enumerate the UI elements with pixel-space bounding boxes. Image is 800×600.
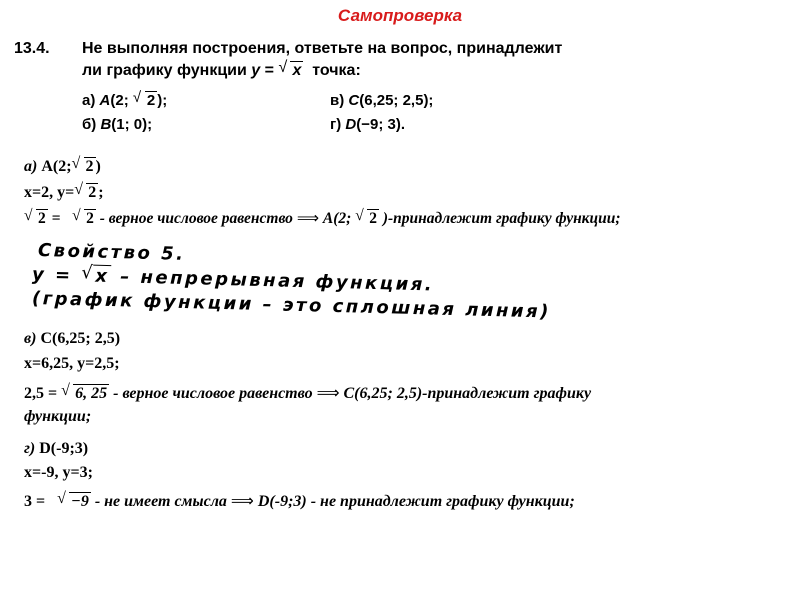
solution-c-line4 <box>24 408 91 426</box>
solution-c-sqrt <box>63 385 109 403</box>
solution-a-point: А(2; <box>41 158 72 175</box>
solution-c-line3-text: - верное числовое равенство <box>109 385 317 402</box>
option-c-coords: (6,25; 2,5); <box>359 92 434 109</box>
option-a-sqrt <box>135 92 157 109</box>
solution-c-line4-text: функции; <box>24 408 92 425</box>
solution-a-line2-end: ; <box>98 184 104 201</box>
solution-a-line3-sqrt2 <box>74 210 96 228</box>
solution-a-line3-rad3: 2 <box>369 210 377 227</box>
function-x: x <box>292 62 302 79</box>
function-sqrt <box>280 62 303 80</box>
solution-d-sqrt <box>59 493 91 511</box>
solution-c-heading <box>24 330 120 348</box>
solution-a-label: а) <box>24 158 38 175</box>
option-b-label: б) <box>82 116 97 133</box>
solution-c-rad: 6, 25 <box>75 385 108 402</box>
option-a-rad-value: 2 <box>146 92 156 109</box>
solution-d-line3-pre: 3 = <box>24 493 50 510</box>
solution-d-line3 <box>24 491 575 511</box>
implies-arrow-icon: ⟹ <box>230 491 254 510</box>
solution-a-line3-sqrt3 <box>357 210 379 228</box>
solution-a-line3-point: А(2; <box>319 210 356 227</box>
page-title: Самопроверка <box>337 6 463 25</box>
property-line3: (график функции – это сплошная линия) <box>31 288 552 323</box>
solution-a-line3-text: - верное числовое равенство <box>95 210 297 227</box>
solution-a-line3 <box>24 209 621 228</box>
solution-d-point: D(-9;3) <box>35 440 89 457</box>
option-c-label: в) <box>330 92 345 109</box>
option-d-coords: (−9; 3). <box>356 116 406 133</box>
implies-arrow-icon: ⟹ <box>296 209 320 227</box>
solution-a-line3-sqrt1 <box>26 210 48 228</box>
solution-a-rad: 2 <box>85 158 94 175</box>
task-line2-suffix: точка: <box>312 62 361 79</box>
solution-c-point: С(6,25; 2,5) <box>36 330 121 347</box>
solution-d-line3-post: D(-9;3) - не принадлежит графику функции; <box>253 493 575 510</box>
task-number: 13.4. <box>14 40 50 57</box>
property-rad: х <box>93 265 112 287</box>
option-b-letter: B <box>100 116 112 133</box>
implies-arrow-icon: ⟹ <box>316 383 340 402</box>
solution-a-line3-rad2: 2 <box>86 210 94 227</box>
option-a-label: а) <box>82 92 96 109</box>
option-a-close: ); <box>157 92 168 109</box>
option-d <box>330 116 405 133</box>
solution-a-heading <box>24 158 101 176</box>
function-y: y <box>251 62 261 79</box>
solution-a-line3-eq: = <box>47 210 65 227</box>
solution-d-label: г) <box>24 440 36 457</box>
solution-a-line2-sqrt <box>76 184 98 202</box>
property-line2-pre: у = <box>31 264 82 287</box>
property-line2-post: – непрерывная функция. <box>111 266 435 296</box>
solution-c-label: в) <box>24 330 37 347</box>
solution-a-line2-rad: 2 <box>88 184 97 201</box>
property-sqrt <box>83 265 112 287</box>
option-c <box>330 92 433 109</box>
task-line2-prefix: ли графику функции <box>82 62 247 79</box>
solution-c-line2: х=6,25, у=2,5; <box>24 355 120 372</box>
task-text-line1: Не выполняя построения, ответьте на вопрос, принадлежит <box>82 40 563 57</box>
option-c-letter: C <box>348 92 360 109</box>
option-b-coords: (1; 0); <box>111 116 153 133</box>
solution-d-rad: −9 <box>71 493 89 510</box>
option-d-letter: D <box>345 116 357 133</box>
solution-d-line2: х=-9, у=3; <box>24 464 93 481</box>
solution-c-line3-pre: 2,5 = <box>24 385 62 402</box>
property-title: Свойство 5. <box>37 240 186 265</box>
solution-c-line3-post: С(6,25; 2,5)-принадлежит графику <box>339 385 592 402</box>
option-a-letter: A <box>99 92 111 109</box>
solution-d-line3-text: - не имеет смысла <box>90 493 231 510</box>
solution-a-line2 <box>24 184 104 202</box>
solution-a-line3-end: )-принадлежит графику функции; <box>378 210 621 227</box>
solution-a-line3-rad1: 2 <box>38 210 46 227</box>
solution-c-line3 <box>24 383 591 403</box>
option-a-open: (2; <box>110 92 129 109</box>
option-b <box>82 116 152 133</box>
option-a <box>82 92 167 109</box>
solution-a-line2-text: х=2, у= <box>24 184 75 201</box>
function-equals: = <box>264 62 274 79</box>
task-text-line2 <box>82 62 361 80</box>
option-d-label: г) <box>330 116 342 133</box>
solution-a-sqrt <box>74 158 96 176</box>
solution-a-close: ) <box>95 158 101 175</box>
solution-d-heading <box>24 440 88 458</box>
